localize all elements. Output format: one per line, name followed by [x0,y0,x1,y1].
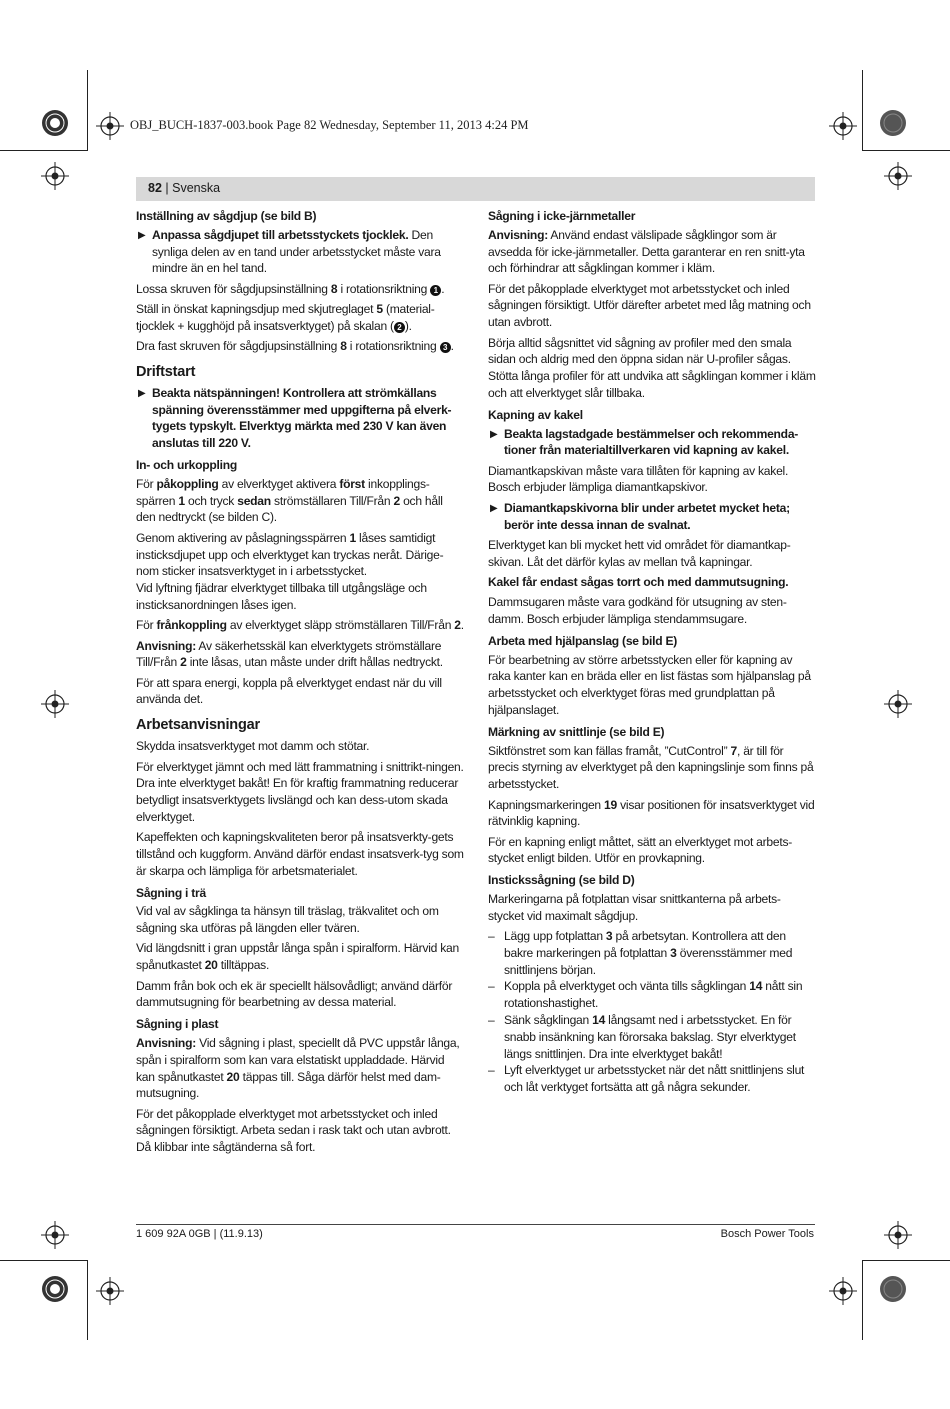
warning-triangle-icon: ▶ [490,428,498,440]
paragraph: Dammsugaren måste vara godkänd för utsugning av sten-damm. Bosch erbjuder lämpliga stendammsugare. [488,595,787,627]
heading-in-urkoppling: In- och urkoppling [136,458,237,473]
text: låses samtidigt insticksdjupet upp och elverktyget kan tryckas neråt. Därige-nom sticker insatsverktyget in i arbetsstycket. [136,530,444,579]
book-info-line: OBJ_BUCH-1837-003.book Page 82 Wednesday, September 11, 2013 4:24 PM [130,118,529,132]
warning-bold: Beakta nätspänningen! Kontrollera att strömkällans spänning överensstämmer med uppgifterna på elverk-tygets typskylt. Elverktyg märkta med 230 V kan även anslutas till 220 V. [152,385,452,451]
warning-bold: Beakta lagstadgade bestämmelser och rekommenda-tioner från materialtillverkaren vid kapning av kakel. [504,426,799,458]
dash-marker: – [488,929,495,944]
registration-mark-icon [879,109,907,137]
text: (material-tjocklek + kugghöjd på insatsverktyget) på skalan ( [136,301,435,333]
crop-line [0,1260,88,1261]
footer-divider [136,1224,815,1225]
bold-text: frånkoppling [156,618,227,633]
text: Lyft elverktyget ur arbetsstycket när det nått snittlinjens slut och låt verktyget fortsätta att gå några sekunder. [504,1063,805,1095]
heading-markning-snittlinje: Märkning av snittlinje (se bild E) [488,724,665,739]
warning-triangle-icon: ▶ [138,387,146,399]
crop-line [862,1260,950,1261]
footer-brand: Bosch Power Tools [720,1228,814,1240]
paragraph: Diamantkapskivan måste vara tillåten för kapning av kakel. Bosch erbjuder lämpliga diamantkapskivor. [488,463,789,495]
part-number: 8 [340,339,347,354]
part-number: 8 [330,281,338,296]
bold-text: påkoppling [156,476,219,491]
section-name: Svenska [172,181,221,195]
paragraph: Elverktyget kan bli mycket hett vid området för diamantkap-skivan. Låt det därför kylas av mellan två kapningar. [488,537,791,569]
text: av elverktyget aktivera [218,476,340,491]
paragraph: Damm från bok och ek är speciellt hälsovådligt; använd därför dammutsugning för bearbetning av dessa material. [136,978,453,1010]
warning-bold: Diamantkapskivorna blir under arbetet mycket heta; berör inte dessa innan de svalnat. [504,500,790,532]
registration-mark-icon [41,1275,69,1303]
text: Använd endast välslipade sågklingor som är avsedda för icke-järnmetaller. Detta garanterar en ren snitt-yta och förhindrar att sågklingan kommer i kläm. [488,227,805,276]
crosshair-icon [96,112,124,140]
warning-note [136,227,464,277]
paragraph: Vid val av sågklinga ta hänsyn till träslag, träkvalitet och om sågning ska utföras på längden eller tvären. [136,904,439,936]
paragraph [136,638,464,672]
text: Vid sågning i plast, speciellt då PVC uppstår långa, spån i spiralform som kan vara elstatiskt uppladdade. Härvid kan spånutkastet [136,1035,460,1084]
warning-note [488,426,816,460]
crosshair-icon [41,690,69,718]
dash-marker: – [488,1013,495,1028]
text: Koppla på elverktyget och vänta tills sågklingan [504,979,750,994]
text: För [136,476,157,491]
text: och håll den nedtryckt (se bilden C). [136,493,443,525]
text: Dra fast skruven för sågdjupsinställning [136,339,341,354]
right-column [488,208,816,1096]
heading-kapning-kakel: Kapning av kakel [488,407,583,422]
paragraph [136,530,464,580]
steps-list [488,928,816,1096]
warning-text: Den synliga delen av en tand under arbetsstycket måste vara mindre än en hel tand. [152,227,441,276]
list-item [488,1062,816,1096]
warning-triangle-icon: ▶ [490,502,498,514]
paragraph: Markeringarna på fotplattan visar snittkanterna på arbets-stycket vid maximalt sågdjup. [488,891,781,923]
list-item [488,928,816,978]
note-label: Anvisning: [488,227,548,242]
paragraph [136,1035,464,1102]
text: ). [404,318,412,333]
text: Kapningsmarkeringen [488,797,605,812]
heading-sagning-tra: Sågning i trä [136,885,206,900]
text: i rotationsriktning [346,339,440,354]
heading-icke-jarnmetaller: Sågning i icke-järnmetaller [488,209,636,223]
crosshair-icon [829,1277,857,1305]
part-number: 2 [180,655,187,670]
text: strömställaren Till/Från [270,493,394,508]
header-text: 82 | Svenska [148,181,221,195]
text: Genom aktivering av påslagningsspärren [136,530,350,545]
text: överensstämmer med snittlinjens början. [504,945,793,977]
crop-line [87,70,88,150]
page-number: 82 [148,181,162,195]
paragraph: Vid lyftning fjädrar elverktyget tillbaka till utgångsläge och insticksanordningen låses igen. [136,581,427,612]
heading-arbetsanvisningar: Arbetsanvisningar [136,717,260,734]
paragraph: För bearbetning av större arbetsstycken eller för kapning av raka kanter kan en bräda eller en list fästas som hjälpanslag på arbetsstycket och elverktyget föras med grundplattan på hjälpanslaget. [488,652,811,718]
part-number: 19 [604,797,617,812]
text: inte låsas, utan måste under drift hållas nedtryckt. [186,655,443,670]
text: långsamt ned i arbetsstycket. En för snabb insänkning kan förorsaka bakslag. Styr elverktyget längs snittlinjen. Dra inte elverktyget bakåt! [504,1013,796,1061]
text: Lägg upp fotplattan [504,929,606,944]
heading-sagning-plast: Sågning i plast [136,1017,219,1032]
paragraph [136,940,464,974]
note-label: Anvisning: [136,1035,196,1050]
text: inkopplings-spärren [136,476,430,508]
bold-text: först [339,476,365,491]
dash-marker: – [488,979,495,994]
part-number: 1 [349,530,356,545]
crop-line [862,70,863,150]
part-number: 20 [226,1069,240,1084]
heading-hjalpanslag: Arbeta med hjälpanslag (se bild E) [488,633,678,648]
list-item [488,1012,816,1062]
warning-note [488,500,816,534]
bold-text: Kakel får endast sågas torrt och med dammutsugning. [488,574,789,589]
paragraph [136,338,464,355]
paragraph: Kapeffekten och kapningskvaliteten beror på insatsverkty-gets tillstånd och kuggform. Använd därför endast insatsverk-tyg som är skarpa och lämpliga för arbetsmaterialet. [136,830,464,878]
part-number: 20 [204,958,218,973]
text: Av säkerhetsskäl kan elverktygets strömställare Till/Från [136,638,442,670]
text: visar positionen för insatsverktyget vid rätvinklig kapning. [488,797,815,829]
text: . [460,618,464,633]
part-number: 2 [454,618,461,633]
crosshair-icon [829,112,857,140]
text: och tryck [184,493,238,508]
text: täppas till. Såga därför helst med dam-mutsugning. [136,1069,441,1101]
crop-line [862,1260,863,1340]
text: . [441,281,445,296]
note-label: Anvisning: [136,638,196,653]
paragraph [488,797,816,831]
crop-line [0,150,88,151]
text: För [136,618,157,633]
heading-instickssagning: Instickssågning (se bild D) [488,873,635,888]
text: nått sin rotationshastighet. [504,979,803,1011]
dash-marker: – [488,1063,495,1078]
text: Siktfönstret som kan fällas framåt, ”CutControl” [488,743,731,758]
paragraph: För det påkopplade elverktyget mot arbetsstycket och inled sågningen försiktigt. Utför därefter arbetet med låg matning och utan avbrott. [488,281,811,330]
part-number: 2 [393,493,400,508]
paragraph: För elverktyget jämnt och med lätt frammatning i snittrikt-ningen. Dra inte elverktyget bakåt! En för kraftig frammatning reducerar betydligt insatsverktygets livslängd och kan dess-utom skada elverktyget. [136,759,464,824]
part-number: 5 [376,301,383,316]
text: Vid längdsnitt i gran uppstår långa spån i spiralform. Härvid kan spånutkastet [136,941,460,973]
crosshair-icon [884,690,912,718]
heading-sagdjup: Inställning av sågdjup (se bild B) [136,209,317,223]
crosshair-icon [41,162,69,190]
text: Sänk sågklingan [504,1013,593,1028]
page-header [136,177,815,201]
step-circle-icon: 1 [430,285,441,296]
text: på arbetsytan. Kontrollera att den bakre markeringen på fotplattan [504,929,786,960]
part-number: 14 [592,1013,606,1028]
text: . [450,339,454,354]
part-number: 1 [178,493,185,508]
text: Lossa skruven för sågdjupsinställning [136,281,331,296]
paragraph [488,227,816,277]
left-column [136,208,464,1160]
step-circle-icon: 3 [440,342,451,353]
paragraph [488,574,816,591]
paragraph [136,281,464,298]
registration-mark-icon [41,109,69,137]
registration-mark-icon [879,1275,907,1303]
text: i rotationsriktning [337,281,431,296]
crop-line [862,150,950,151]
paragraph [136,476,464,526]
part-number: 7 [730,743,737,758]
text: av elverktyget släpp strömställaren Till/Från [226,618,455,633]
text: tilltäppas. [217,958,270,973]
text: , är till för precis styrning av elverktyget på den kapningslinje som finns på arbetsstycket. [488,743,814,792]
warning-triangle-icon: ▶ [138,229,146,241]
paragraph [136,617,464,634]
list-item [488,978,816,1012]
warning-bold: Anpassa sågdjupet till arbetsstyckets tjocklek. [152,227,409,242]
crosshair-icon [884,162,912,190]
paragraph [136,301,464,335]
part-number: 3 [670,945,677,960]
crosshair-icon [884,1221,912,1249]
part-number: 3 [605,929,613,944]
crosshair-icon [41,1221,69,1249]
paragraph: Skydda insatsverktyget mot damm och stötar. [136,739,370,754]
paragraph: För att spara energi, koppla på elverktyget endast när du vill använda det. [136,675,442,707]
part-number: 14 [749,979,763,994]
crop-line [87,1260,88,1340]
crosshair-icon [96,1277,124,1305]
heading-driftstart: Driftstart [136,363,196,380]
text: Ställ in önskat kapningsdjup med skjutreglaget [136,301,377,316]
paragraph [488,743,816,793]
bold-text: sedan [237,493,271,508]
step-circle-icon: 2 [394,322,405,333]
paragraph: Börja alltid sågsnittet vid sågning av profiler med den smala sidan och aldrig med den öppna sidan när U-profiler sågas. Stötta långa profiler för att undvika att sågklingan kommer i kläm och att elverktyget slår tillbaka. [488,335,816,400]
paragraph: För det påkopplade elverktyget mot arbetsstycket och inled sågningen försiktigt. Arbeta sedan i rask takt och utan avbrott. Då klibbar inte sågtänderna så fort. [136,1106,451,1155]
paragraph: För en kapning enligt måttet, sätt an elverktyget mot arbets-stycket enligt bilden. Utför en provkapning. [488,834,793,866]
footer-doc-number: 1 609 92A 0GB | (11.9.13) [136,1228,263,1240]
warning-note [136,385,464,452]
